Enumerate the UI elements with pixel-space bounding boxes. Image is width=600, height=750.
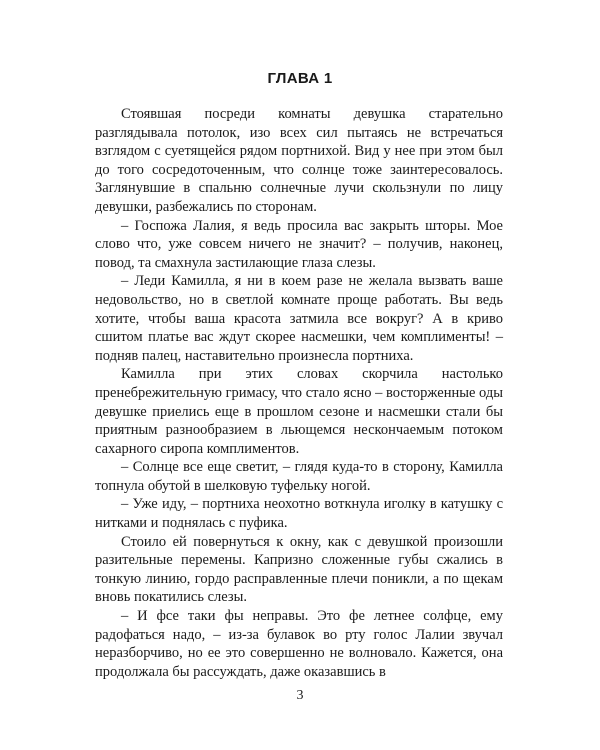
paragraph: – Госпожа Лалия, я ведь просила вас закрыть шторы. Мое слово что, уже совсем ничего не значит? – получив, наконец, повод, та смахнула застилающие глаза слезы. bbox=[95, 217, 503, 271]
paragraph: – И фсе таки фы неправы. Это фе летнее солфце, ему радофаться надо, – из-за булавок во рту голос Лалии звучал неразборчиво, но ее это совершенно не волновало. Кажется, она продолжала бы рассуждать, даже оказавшись в bbox=[95, 608, 503, 680]
body-text bbox=[95, 105, 503, 681]
paragraph: Стоявшая посреди комнаты девушка старательно разглядывала потолок, изо всех сил пытаясь не встречаться взглядом с суетящейся рядом портнихой. Вид у нее при этом был до того сосредоточенным, что солнце тоже заинтересовалось. Заглянувшие в спальню солнечные лучи скользнули по лицу девушки, разбежались по сторонам. bbox=[95, 106, 503, 215]
page-number: 3 bbox=[296, 688, 304, 703]
paragraph: Стоило ей повернуться к окну, как с девушкой произошли разительные перемены. Капризно сложенные губы сжались в тонкую линию, гордо расправленные плечи поникли, а по щекам вновь покатились слезы. bbox=[95, 533, 503, 606]
paragraph: – Леди Камилла, я ни в коем разе не желала вызвать ваше недовольство, но в светлой комнате проще работать. Вы ведь хотите, чтобы ваша красота затмила все вокруг? А в криво сшитом платье вас ждут скорее насмешки, чем комплименты! – подняв палец, наставительно произнесла портниха. bbox=[95, 273, 503, 364]
paragraph: – Уже иду, – портниха неохотно воткнула иголку в катушку с нитками и поднялась с пуфика. bbox=[95, 496, 503, 532]
paragraph: – Солнце все еще светит, – глядя куда-то в сторону, Камилла топнула обутой в шелковую туфельку ногой. bbox=[95, 459, 503, 494]
chapter-title: ГЛАВА 1 bbox=[267, 70, 333, 87]
paragraph: Камилла при этих словах скорчила настолько пренебрежительную гримасу, что стало ясно – восторженные оды девушке приелись еще в прошлом сезоне и насмешки стали бы приятным разнообразием в льющемся нескончаемым потоком сахарного сиропа комплиментов. bbox=[95, 366, 503, 457]
